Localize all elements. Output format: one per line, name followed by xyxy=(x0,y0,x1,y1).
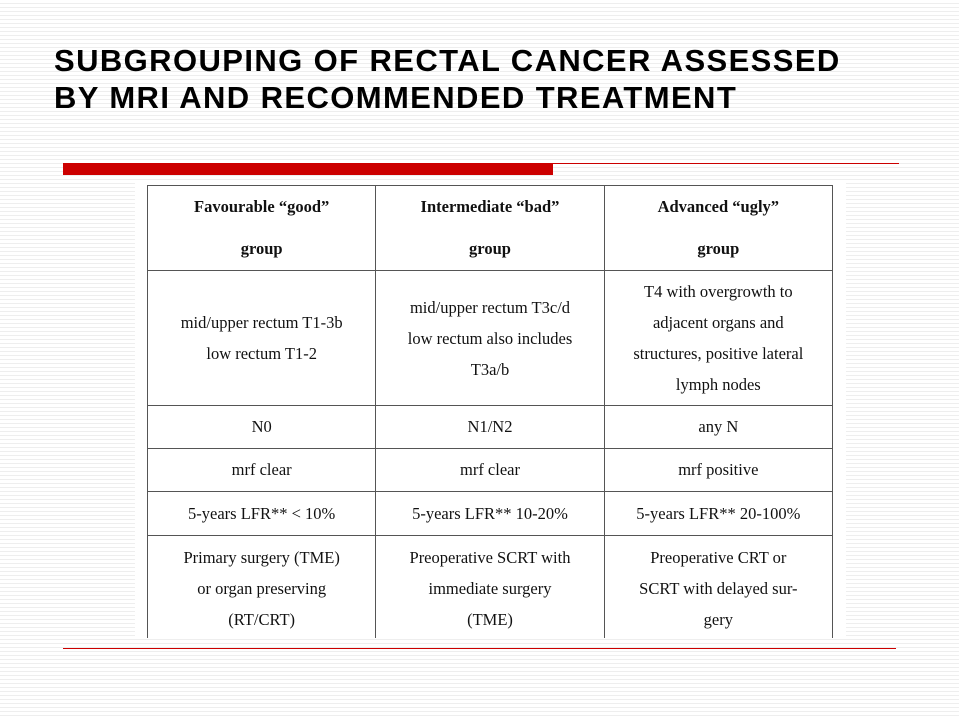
treatment-row xyxy=(148,536,833,639)
t-stage-row xyxy=(148,271,833,406)
t-stage-bad: mid/upper rectum T3c/d low rectum also includes T3a/b xyxy=(376,271,604,406)
treatment-ugly: Preoperative CRT or SCRT with delayed sur- gery xyxy=(604,536,832,639)
t-stage-ugly: T4 with overgrowth to adjacent organs and structures, positive lateral lymph nodes xyxy=(604,271,832,406)
mrf-bad: mrf clear xyxy=(376,449,604,492)
lfr-row xyxy=(148,492,833,536)
slide-title-line-2: BY MRI AND RECOMMENDED TREATMENT xyxy=(54,80,738,115)
lfr-ugly: 5-years LFR** 20-100% xyxy=(604,492,832,536)
subgroup-table xyxy=(147,185,833,638)
lfr-bad: 5-years LFR** 10-20% xyxy=(376,492,604,536)
mrf-ugly: mrf positive xyxy=(604,449,832,492)
title-divider-line xyxy=(553,163,899,164)
table-header-row xyxy=(148,186,833,271)
n-stage-bad: N1/N2 xyxy=(376,406,604,449)
treatment-bad: Preoperative SCRT with immediate surgery (TME) xyxy=(376,536,604,639)
n-stage-ugly: any N xyxy=(604,406,832,449)
n-stage-row xyxy=(148,406,833,449)
header-advanced-ugly: Advanced “ugly” group xyxy=(604,186,832,271)
mrf-good: mrf clear xyxy=(148,449,376,492)
title-accent-bar xyxy=(63,163,553,175)
slide-title xyxy=(54,42,841,116)
header-intermediate-bad: Intermediate “bad” group xyxy=(376,186,604,271)
t-stage-good: mid/upper rectum T1-3b low rectum T1-2 xyxy=(148,271,376,406)
header-favourable-good: Favourable “good” group xyxy=(148,186,376,271)
slide-title-line-1: SUBGROUPING OF RECTAL CANCER ASSESSED xyxy=(54,43,841,78)
subgroup-table-figure xyxy=(135,180,846,638)
n-stage-good: N0 xyxy=(148,406,376,449)
lfr-good: 5-years LFR** < 10% xyxy=(148,492,376,536)
mrf-row xyxy=(148,449,833,492)
treatment-good: Primary surgery (TME) or organ preserving (RT/CRT) xyxy=(148,536,376,639)
footer-divider-line xyxy=(63,648,896,649)
